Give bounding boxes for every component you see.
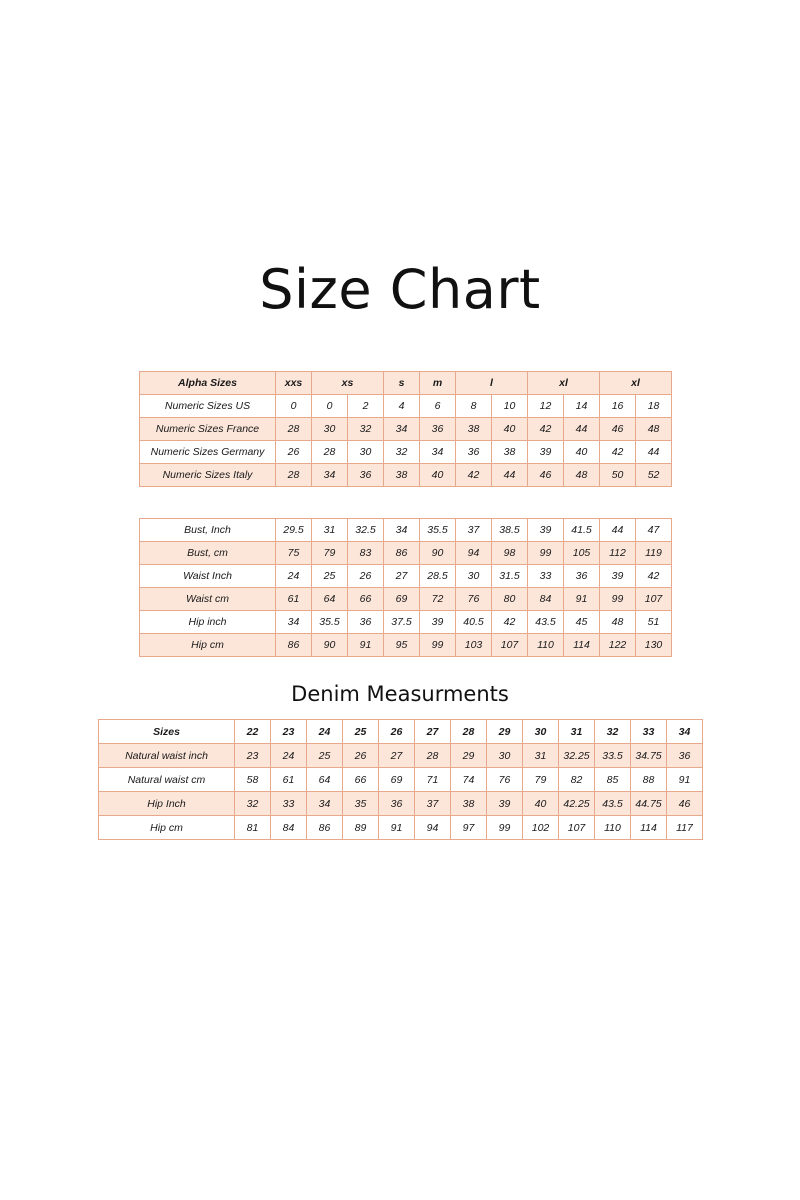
table-cell: 16: [600, 395, 636, 418]
table-cell: 90: [312, 634, 348, 657]
row-label: Hip cm: [140, 634, 276, 657]
table-cell: 86: [276, 634, 312, 657]
table-cell: 38: [384, 464, 420, 487]
denim-header-cell: 30: [523, 720, 559, 744]
table-cell: 44: [636, 441, 672, 464]
table-cell: 91: [564, 588, 600, 611]
table-cell: 30: [348, 441, 384, 464]
table-cell: 32.25: [559, 744, 595, 768]
table-header-row: [140, 372, 672, 395]
table-cell: 29: [451, 744, 487, 768]
table-cell: 52: [636, 464, 672, 487]
alpha-header-label: Alpha Sizes: [140, 372, 276, 395]
table-cell: 26: [276, 441, 312, 464]
table-cell: 4: [384, 395, 420, 418]
table-cell: 28: [276, 418, 312, 441]
table-cell: 28.5: [420, 565, 456, 588]
table-cell: 82: [559, 768, 595, 792]
alpha-header-cell: xs: [312, 372, 384, 395]
table-cell: 44: [600, 519, 636, 542]
table-cell: 33: [271, 792, 307, 816]
table-cell: 27: [379, 744, 415, 768]
table-cell: 130: [636, 634, 672, 657]
table-cell: 66: [348, 588, 384, 611]
table-cell: 86: [307, 816, 343, 840]
table-cell: 40: [523, 792, 559, 816]
table-cell: 26: [348, 565, 384, 588]
table-cell: 81: [235, 816, 271, 840]
alpha-header-cell: l: [456, 372, 528, 395]
table-cell: 42: [492, 611, 528, 634]
table-cell: 46: [528, 464, 564, 487]
table-row: [99, 768, 703, 792]
table-row: [140, 634, 672, 657]
table-cell: 47: [636, 519, 672, 542]
table-cell: 42: [456, 464, 492, 487]
table-cell: 12: [528, 395, 564, 418]
table-cell: 75: [276, 542, 312, 565]
table-cell: 31.5: [492, 565, 528, 588]
table-cell: 0: [276, 395, 312, 418]
table-cell: 91: [667, 768, 703, 792]
row-label: Waist cm: [140, 588, 276, 611]
table-cell: 26: [343, 744, 379, 768]
table-cell: 69: [384, 588, 420, 611]
table-cell: 88: [631, 768, 667, 792]
table-cell: 32: [348, 418, 384, 441]
table-cell: 94: [415, 816, 451, 840]
table-cell: 114: [564, 634, 600, 657]
row-label: Bust, cm: [140, 542, 276, 565]
table-cell: 24: [276, 565, 312, 588]
table-cell: 38: [456, 418, 492, 441]
table-cell: 89: [343, 816, 379, 840]
table-cell: 40: [420, 464, 456, 487]
table-cell: 28: [276, 464, 312, 487]
table-cell: 39: [600, 565, 636, 588]
alpha-header-cell: s: [384, 372, 420, 395]
denim-measurements-table: [98, 719, 703, 840]
table-cell: 46: [667, 792, 703, 816]
table-cell: 35.5: [420, 519, 456, 542]
table-cell: 31: [312, 519, 348, 542]
table-cell: 25: [307, 744, 343, 768]
table-cell: 119: [636, 542, 672, 565]
table-cell: 79: [312, 542, 348, 565]
table-cell: 34: [420, 441, 456, 464]
table-row: [140, 588, 672, 611]
table-cell: 39: [528, 441, 564, 464]
table-cell: 18: [636, 395, 672, 418]
table-cell: 36: [420, 418, 456, 441]
table-cell: 61: [271, 768, 307, 792]
denim-header-cell: 34: [667, 720, 703, 744]
table-cell: 39: [487, 792, 523, 816]
table-cell: 79: [523, 768, 559, 792]
alpha-header-cell: xl: [528, 372, 600, 395]
denim-section-title: Denim Measurments: [291, 682, 509, 706]
denim-header-cell: 26: [379, 720, 415, 744]
table-cell: 90: [420, 542, 456, 565]
table-cell: 84: [528, 588, 564, 611]
table-cell: 48: [600, 611, 636, 634]
table-cell: 84: [271, 816, 307, 840]
table-cell: 36: [379, 792, 415, 816]
table-cell: 44: [564, 418, 600, 441]
table-row: [140, 441, 672, 464]
table-cell: 122: [600, 634, 636, 657]
table-cell: 50: [600, 464, 636, 487]
table-cell: 33: [528, 565, 564, 588]
table-cell: 27: [384, 565, 420, 588]
table-cell: 107: [492, 634, 528, 657]
table-row: [140, 542, 672, 565]
table-cell: 35: [343, 792, 379, 816]
table-row: [140, 565, 672, 588]
table-cell: 102: [523, 816, 559, 840]
alpha-header-cell: m: [420, 372, 456, 395]
table-cell: 34.75: [631, 744, 667, 768]
denim-header-cell: 25: [343, 720, 379, 744]
table-row: [99, 792, 703, 816]
table-cell: 80: [492, 588, 528, 611]
denim-header-cell: 31: [559, 720, 595, 744]
row-label: Bust, Inch: [140, 519, 276, 542]
table-cell: 51: [636, 611, 672, 634]
table-cell: 39: [420, 611, 456, 634]
denim-header-label: Sizes: [99, 720, 235, 744]
alpha-header-cell: xxs: [276, 372, 312, 395]
table-cell: 37: [415, 792, 451, 816]
table-row: [140, 464, 672, 487]
table-cell: 99: [528, 542, 564, 565]
table-cell: 34: [384, 519, 420, 542]
page-title: Size Chart: [259, 258, 541, 321]
denim-header-cell: 28: [451, 720, 487, 744]
table-row: [99, 744, 703, 768]
row-label: Hip cm: [99, 816, 235, 840]
denim-header-cell: 33: [631, 720, 667, 744]
denim-header-cell: 24: [307, 720, 343, 744]
table-cell: 34: [276, 611, 312, 634]
table-row: [99, 816, 703, 840]
table-cell: 86: [384, 542, 420, 565]
table-cell: 76: [456, 588, 492, 611]
table-cell: 40: [564, 441, 600, 464]
alpha-header-cell: xl: [600, 372, 672, 395]
table-cell: 24: [271, 744, 307, 768]
table-cell: 44: [492, 464, 528, 487]
table-cell: 36: [456, 441, 492, 464]
table-cell: 32: [235, 792, 271, 816]
table-cell: 38: [492, 441, 528, 464]
table-cell: 45: [564, 611, 600, 634]
table-cell: 42: [528, 418, 564, 441]
table-cell: 28: [415, 744, 451, 768]
table-cell: 110: [528, 634, 564, 657]
table-cell: 91: [379, 816, 415, 840]
table-cell: 14: [564, 395, 600, 418]
table-cell: 98: [492, 542, 528, 565]
row-label: Numeric Sizes US: [140, 395, 276, 418]
row-label: Natural waist cm: [99, 768, 235, 792]
table-cell: 34: [384, 418, 420, 441]
denim-header-cell: 23: [271, 720, 307, 744]
table-cell: 39: [528, 519, 564, 542]
table-cell: 29.5: [276, 519, 312, 542]
table-cell: 23: [235, 744, 271, 768]
table-cell: 44.75: [631, 792, 667, 816]
table-cell: 117: [667, 816, 703, 840]
table-cell: 42.25: [559, 792, 595, 816]
table-cell: 40.5: [456, 611, 492, 634]
table-cell: 46: [600, 418, 636, 441]
table-cell: 85: [595, 768, 631, 792]
denim-header-cell: 29: [487, 720, 523, 744]
row-label: Numeric Sizes France: [140, 418, 276, 441]
table-cell: 99: [487, 816, 523, 840]
table-cell: 10: [492, 395, 528, 418]
table-cell: 42: [600, 441, 636, 464]
table-cell: 107: [636, 588, 672, 611]
table-cell: 64: [312, 588, 348, 611]
table-cell: 114: [631, 816, 667, 840]
table-cell: 74: [451, 768, 487, 792]
table-cell: 28: [312, 441, 348, 464]
table-cell: 40: [492, 418, 528, 441]
table-cell: 38: [451, 792, 487, 816]
body-table-body: [140, 519, 672, 657]
table-cell: 105: [564, 542, 600, 565]
table-row: [140, 418, 672, 441]
table-cell: 42: [636, 565, 672, 588]
table-cell: 43.5: [528, 611, 564, 634]
table-cell: 99: [420, 634, 456, 657]
table-cell: 91: [348, 634, 384, 657]
table-cell: 36: [348, 611, 384, 634]
row-label: Numeric Sizes Italy: [140, 464, 276, 487]
table-cell: 32.5: [348, 519, 384, 542]
table-cell: 66: [343, 768, 379, 792]
table-cell: 69: [379, 768, 415, 792]
table-cell: 37: [456, 519, 492, 542]
table-row: [140, 611, 672, 634]
table-cell: 32: [384, 441, 420, 464]
table-cell: 97: [451, 816, 487, 840]
body-measurements-table: [139, 518, 672, 657]
table-cell: 48: [564, 464, 600, 487]
table-cell: 94: [456, 542, 492, 565]
denim-header-cell: 27: [415, 720, 451, 744]
table-cell: 31: [523, 744, 559, 768]
table-header-row: [99, 720, 703, 744]
table-cell: 2: [348, 395, 384, 418]
table-row: [140, 519, 672, 542]
table-cell: 112: [600, 542, 636, 565]
row-label: Numeric Sizes Germany: [140, 441, 276, 464]
table-cell: 36: [348, 464, 384, 487]
table-cell: 107: [559, 816, 595, 840]
alpha-sizes-table: [139, 371, 672, 487]
table-cell: 36: [564, 565, 600, 588]
table-cell: 6: [420, 395, 456, 418]
table-cell: 61: [276, 588, 312, 611]
table-cell: 36: [667, 744, 703, 768]
row-label: Natural waist inch: [99, 744, 235, 768]
table-cell: 99: [600, 588, 636, 611]
table-cell: 33.5: [595, 744, 631, 768]
table-cell: 25: [312, 565, 348, 588]
table-cell: 34: [307, 792, 343, 816]
row-label: Hip inch: [140, 611, 276, 634]
alpha-table-body: [140, 372, 672, 487]
table-cell: 30: [312, 418, 348, 441]
table-cell: 34: [312, 464, 348, 487]
table-cell: 0: [312, 395, 348, 418]
denim-header-cell: 22: [235, 720, 271, 744]
table-cell: 38.5: [492, 519, 528, 542]
table-cell: 95: [384, 634, 420, 657]
table-cell: 83: [348, 542, 384, 565]
table-cell: 103: [456, 634, 492, 657]
table-cell: 41.5: [564, 519, 600, 542]
table-cell: 71: [415, 768, 451, 792]
table-cell: 48: [636, 418, 672, 441]
table-cell: 30: [456, 565, 492, 588]
table-cell: 35.5: [312, 611, 348, 634]
table-cell: 76: [487, 768, 523, 792]
denim-header-cell: 32: [595, 720, 631, 744]
table-cell: 72: [420, 588, 456, 611]
table-cell: 8: [456, 395, 492, 418]
table-cell: 58: [235, 768, 271, 792]
denim-table-body: [99, 720, 703, 840]
row-label: Waist Inch: [140, 565, 276, 588]
table-row: [140, 395, 672, 418]
table-cell: 30: [487, 744, 523, 768]
table-cell: 43.5: [595, 792, 631, 816]
table-cell: 64: [307, 768, 343, 792]
table-cell: 37.5: [384, 611, 420, 634]
row-label: Hip Inch: [99, 792, 235, 816]
table-cell: 110: [595, 816, 631, 840]
